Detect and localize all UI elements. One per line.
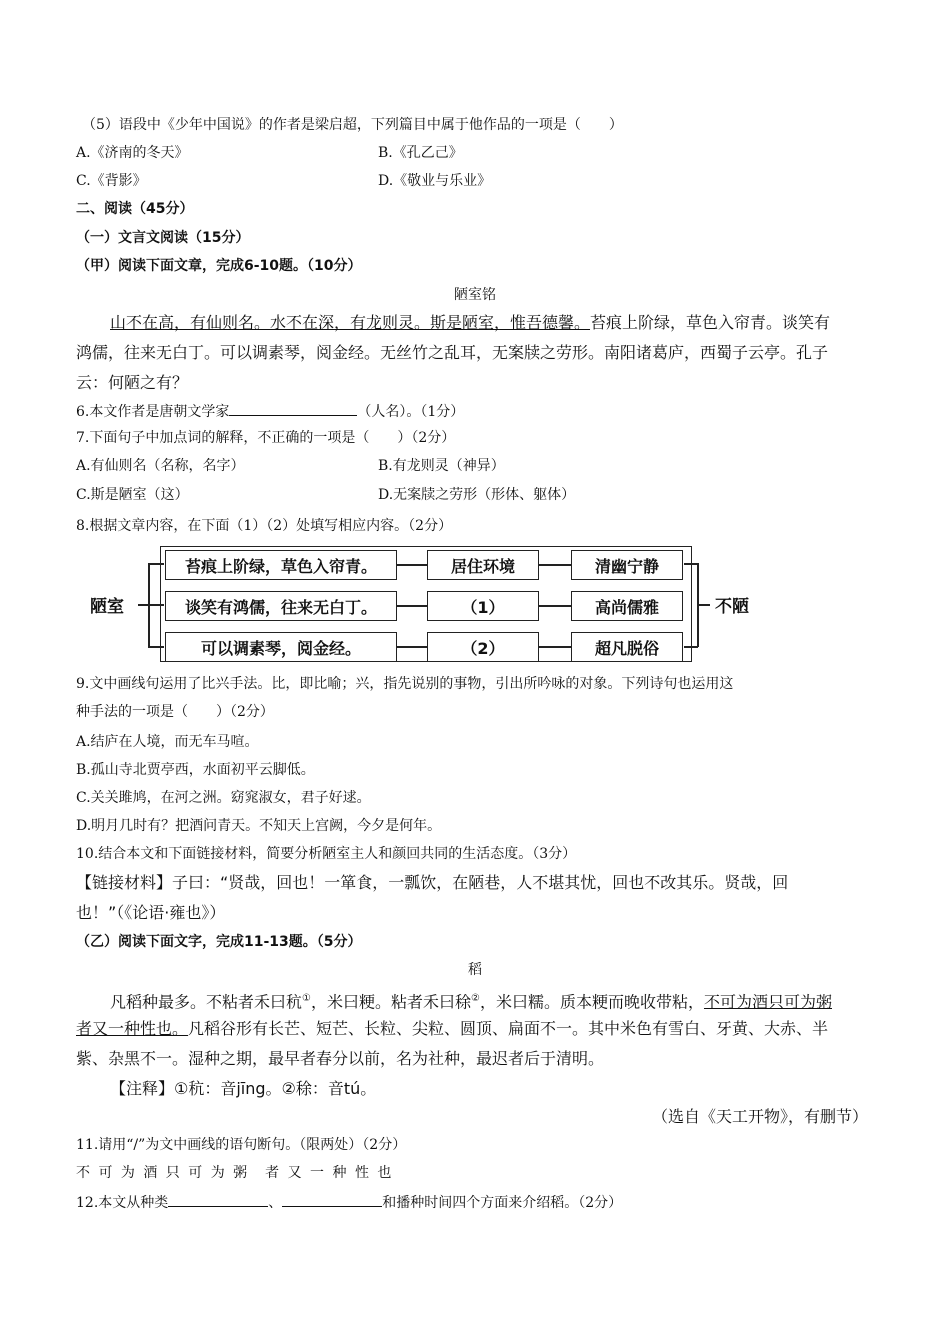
passage2-underlined-part1: 不可为酒只可为粥 [703,992,832,1012]
passage1-line3: 云：何陋之有？ [76,373,189,392]
q5-option-c: C.《背影》 [76,173,147,189]
passage2-l2-rest: 凡稻谷形有长芒、短芒、长粒、尖粒、圆顶、扁面不一。其中米色有雪白、牙黄、大赤、半 [188,1019,829,1038]
q6 [76,401,464,422]
q5-option-a: A.《济南的冬天》 [76,145,189,161]
diagram-row3-connector2 [539,646,571,648]
q12-blank-1[interactable] [168,1192,268,1207]
q12-separator: 、 [268,1195,283,1211]
passage2-line1 [110,988,832,1013]
diagram-row2-connector1 [397,605,427,607]
diagram-row2-end: 高尚儒雅 [571,591,683,621]
q6-answer-blank[interactable] [229,401,357,416]
passage2-source: （选自《天工开物》，有删节） [651,1107,868,1126]
footnote-ref-2: ② [471,993,480,1004]
q9-option-c: C.关关雎鸠，在河之洲。窈窕淑女，君子好逑。 [76,790,371,806]
q5-option-d: D.《敬业与乐业》 [378,173,492,189]
passage1-underlined: 山不在高，有仙则名。水不在深，有龙则灵。斯是陋室，惟吾德馨。 [110,313,591,332]
passage1-line1 [110,312,830,334]
section-classical: （一）文言文阅读（15分） [76,230,250,246]
q5-stem: （5）语段中《少年中国说》的作者是梁启超，下列篇目中属于他作品的一项是（ ） [82,117,623,133]
passage2-line2 [76,1018,828,1040]
q9-stem-line2: 种手法的一项是（ ）（2分） [76,704,274,720]
footnote-ref-1: ① [302,993,311,1004]
section-jia: （甲）阅读下面文章，完成6-10题。（10分） [76,258,362,274]
diagram-right-label: 不陋 [715,597,749,617]
q9-option-b: B.孤山寺北贾亭西，水面初平云脚低。 [76,762,315,778]
q10-link-line2: 也！”（《论语·雍也》） [76,903,226,922]
passage2-note: 【注释】①秔：音jīng。②稌：音tú。 [110,1079,377,1098]
diagram-row1-connector2 [539,564,571,566]
q8-stem: 8.根据文章内容，在下面（1）（2）处填写相应内容。（2分） [76,518,453,534]
diagram-left-label: 陋室 [90,597,124,617]
diagram-row3-connector1 [397,646,427,648]
passage2-underlined-part2: 者又一种性也。 [76,1019,189,1038]
diagram-row2-quote: 谈笑有鸿儒，往来无白丁。 [165,591,397,621]
q9-option-d: D.明月几时有？把酒问青天。不知天上宫阙，今夕是何年。 [76,818,442,834]
q9-stem-line1: 9.文中画线句运用了比兴手法。比，即比喻；兴，指先说别的事物，引出所吟咏的对象。下列诗句也运用这 [76,676,734,692]
diagram-row3-mid-blank[interactable]: （2） [427,632,539,662]
q7-option-c: C.斯是陋室（这） [76,487,189,503]
q10-link-line1: 【链接材料】子曰：“贤哉，回也！一箪食，一瓢饮，在陋巷，人不堪其忧，回也不改其乐。贤哉，回 [76,873,789,892]
passage2-l1-mid: ，米曰粳。粘者禾曰稌 [310,992,471,1012]
q11-stem: 11.请用“/”为文中画线的语句断句。（限两处）（2分） [76,1137,407,1153]
passage2-l1-plain: 凡稻种最多。不粘者禾曰秔 [110,992,303,1012]
diagram-row3-end: 超凡脱俗 [571,632,683,662]
q6-after: （人名）。（1分） [357,404,465,420]
passage1-rest1: 苔痕上阶绿，草色入帘青。谈笑有 [590,313,831,332]
passage2-title: 稻 [468,962,482,978]
diagram-row2-connector2 [539,605,571,607]
q12-after: 和播种时间四个方面来介绍稻。（2分） [382,1195,623,1211]
q7-stem: 7.下面句子中加点词的解释，不正确的一项是（ ）（2分） [76,430,456,446]
q7-option-a: A.有仙则名（名称，名字） [76,458,245,474]
passage2-l1-mid2: ，米曰糯。质本粳而晚收带粘， [479,992,704,1012]
diagram-row1-connector1 [397,564,427,566]
section-reading: 二、阅读（45分） [76,201,194,217]
q11-sentence[interactable]: 不 可 为 酒 只 可 为 粥 者 又 一 种 性 也 [76,1165,394,1181]
q10-stem: 10.结合本文和下面链接材料，简要分析陋室主人和颜回共同的生活态度。（3分） [76,846,577,862]
q7-option-d: D.无案牍之劳形（形体、躯体） [378,487,576,503]
passage2-line3: 紫、杂黑不一。湿种之期，最早者春分以前，名为社种，最迟者后于清明。 [76,1049,605,1068]
q7-option-b: B.有龙则灵（神异） [378,458,505,474]
diagram-row1-mid: 居住环境 [427,550,539,580]
diagram-row1-quote: 苔痕上阶绿，草色入帘青。 [165,550,397,580]
section-yi: （乙）阅读下面文字，完成11-13题。（5分） [76,934,362,950]
diagram-row1-end: 清幽宁静 [571,550,683,580]
passage1-line2: 鸿儒，往来无白丁。可以调素琴，阅金经。无丝竹之乱耳，无案牍之劳形。南阳诸葛庐，西蜀子云亭。孔子 [76,343,829,362]
diagram-row3-quote: 可以调素琴，阅金经。 [165,632,397,662]
q5-option-b: B.《孔乙己》 [378,145,463,161]
q9-option-a: A.结庐在人境，而无车马喧。 [76,734,259,750]
diagram-row2-mid-blank[interactable]: （1） [427,591,539,621]
q12-blank-2[interactable] [282,1192,382,1207]
q6-before: 6.本文作者是唐朝文学家 [76,404,230,420]
q12-before: 12.本文从种类 [76,1195,169,1211]
passage1-title: 陋室铭 [454,287,496,303]
q12 [76,1192,622,1213]
diagram-rbracket-mid [698,604,710,606]
